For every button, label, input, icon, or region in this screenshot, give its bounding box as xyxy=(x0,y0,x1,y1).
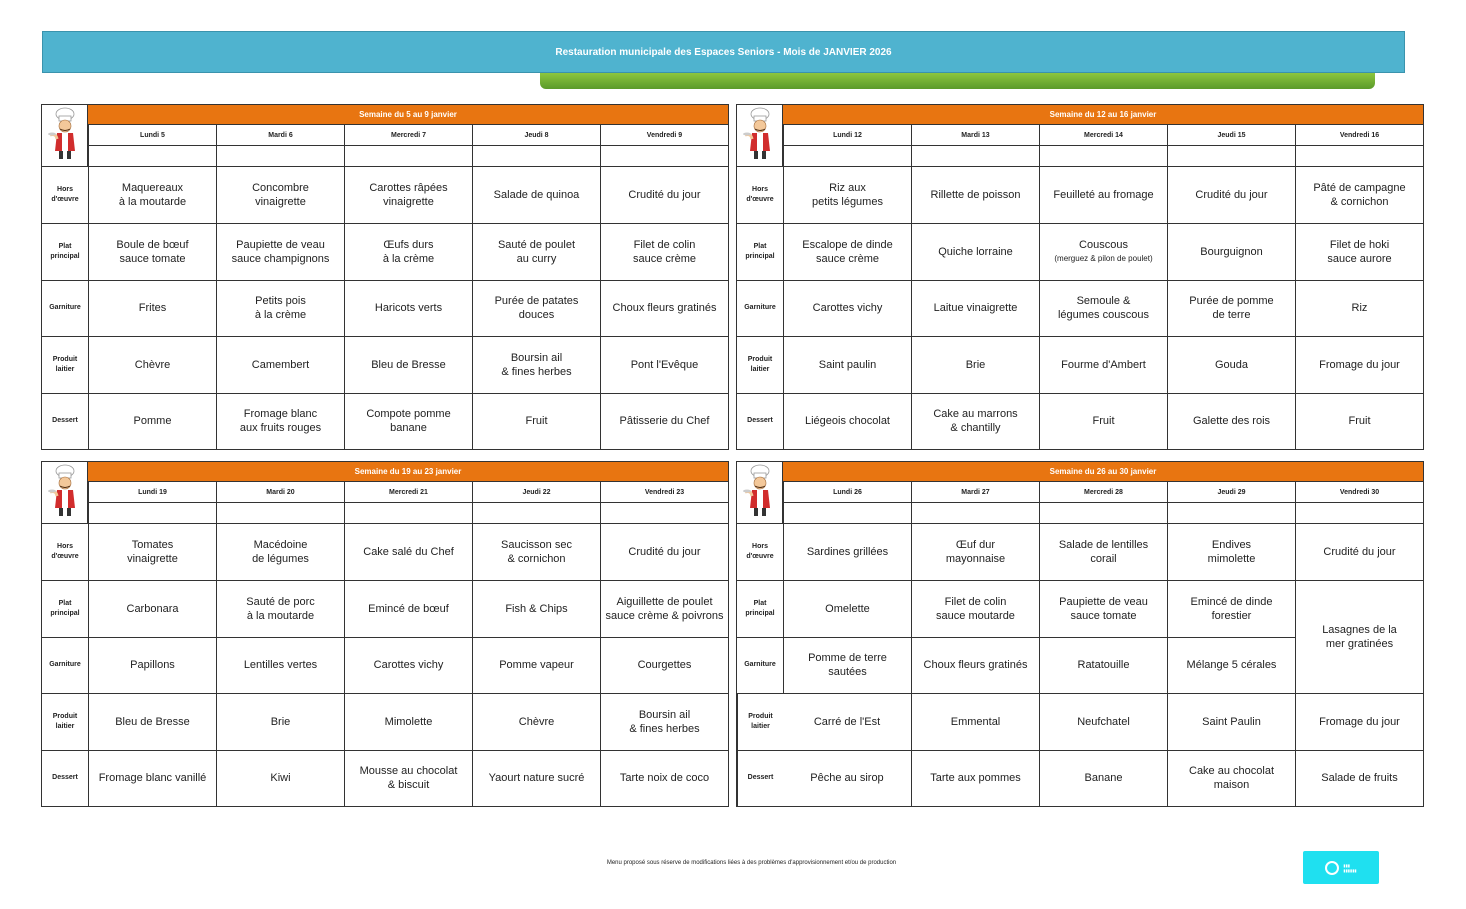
menu-cell: Crudité du jour xyxy=(1295,524,1423,580)
menu-cell: Pont l'Evêque xyxy=(600,336,728,392)
menu-grid xyxy=(42,167,728,449)
course-label: Garniture xyxy=(737,637,783,693)
menu-grid xyxy=(737,524,1423,806)
course-label: Plat principal xyxy=(42,223,88,279)
menu-cell: Riz aux petits légumes xyxy=(783,167,911,223)
menu-cell: Salade de lentilles corail xyxy=(1039,524,1167,580)
menu-cell: Sardines grillées xyxy=(783,524,911,580)
day-header: Mercredi 28 xyxy=(1039,482,1167,502)
course-label: Produit laitier xyxy=(737,336,783,392)
menu-cell: Carottes vichy xyxy=(783,280,911,336)
week-title: Semaine du 26 au 30 janvier xyxy=(783,462,1423,482)
menu-cell xyxy=(1039,223,1167,279)
menu-cell: Semoule & légumes couscous xyxy=(1039,280,1167,336)
day-header: Mercredi 14 xyxy=(1039,125,1167,145)
menu-cell: Lasagnes de la mer gratinées xyxy=(1295,580,1423,693)
course-label: Plat principal xyxy=(42,580,88,636)
menu-cell: Omelette xyxy=(783,580,911,636)
menu-cell: Tarte aux pommes xyxy=(911,750,1039,806)
day-header: Mardi 13 xyxy=(911,125,1039,145)
menu-cell: Liégeois chocolat xyxy=(783,393,911,449)
menu-cell: Sauté de porc à la moutarde xyxy=(216,580,344,636)
course-label: Plat principal xyxy=(737,223,783,279)
menu-cell: Paupiette de veau sauce champignons xyxy=(216,223,344,279)
chef-icon xyxy=(42,462,88,524)
menu-cell: Camembert xyxy=(216,336,344,392)
menu-cell: Chèvre xyxy=(472,693,600,749)
course-label: Dessert xyxy=(42,393,88,449)
menu-cell: Haricots verts xyxy=(344,280,472,336)
day-header: Mercredi 7 xyxy=(344,125,472,145)
blank-cell xyxy=(1295,503,1423,523)
menu-cell: Papillons xyxy=(88,637,216,693)
course-label: Hors d'œuvre xyxy=(746,543,774,561)
menu-grid xyxy=(42,524,728,806)
menu-cell: Boursin ail & fines herbes xyxy=(472,336,600,392)
menu-cell: Fromage blanc vanillé xyxy=(88,750,216,806)
logo-ring-icon xyxy=(1325,861,1339,875)
menu-cell: Pomme xyxy=(88,393,216,449)
blank-cell xyxy=(1167,146,1295,166)
menu-cell: Filet de colin sauce crème xyxy=(600,223,728,279)
course-label: Dessert xyxy=(737,750,783,806)
menu-cell: Lentilles vertes xyxy=(216,637,344,693)
menu-cell: Fromage du jour xyxy=(1295,336,1423,392)
blank-cell xyxy=(1295,146,1423,166)
menu-cell: Petits pois à la crème xyxy=(216,280,344,336)
menu-cell: Rillette de poisson xyxy=(911,167,1039,223)
menu-cell: Laitue vinaigrette xyxy=(911,280,1039,336)
day-header: Mercredi 21 xyxy=(344,482,472,502)
menu-cell: Fourme d'Ambert xyxy=(1039,336,1167,392)
day-header: Vendredi 23 xyxy=(600,482,728,502)
week-menu-table xyxy=(41,104,729,450)
blank-row xyxy=(88,503,728,524)
day-header: Mardi 20 xyxy=(216,482,344,502)
course-label: Dessert xyxy=(42,750,88,806)
menu-cell: Tomates vinaigrette xyxy=(88,524,216,580)
menu-cell: Bleu de Bresse xyxy=(88,693,216,749)
menu-cell: Pâté de campagne & cornichon xyxy=(1295,167,1423,223)
menu-cell: Choux fleurs gratinés xyxy=(911,637,1039,693)
day-header-row xyxy=(783,125,1423,146)
menu-cell: Filet de colin sauce moutarde xyxy=(911,580,1039,636)
menu-cell: Purée de patates douces xyxy=(472,280,600,336)
menu-cell: Purée de pomme de terre xyxy=(1167,280,1295,336)
menu-cell: Endives mimolette xyxy=(1167,524,1295,580)
chef-icon xyxy=(737,462,783,524)
day-header: Vendredi 9 xyxy=(600,125,728,145)
blank-row xyxy=(783,146,1423,167)
menu-cell: Macédoine de légumes xyxy=(216,524,344,580)
menu-cell: Carré de l'Est xyxy=(783,693,911,749)
page-title: Restauration municipale des Espaces Seniors - Mois de JANVIER 2026 xyxy=(555,46,892,58)
blank-row xyxy=(88,146,728,167)
footer-note: Menu proposé sous réserve de modifications liées à des problèmes d'approvisionnement et/ou de production xyxy=(606,860,897,866)
city-logo xyxy=(1303,851,1379,884)
day-header: Lundi 19 xyxy=(88,482,216,502)
menu-cell: Carottes râpées vinaigrette xyxy=(344,167,472,223)
menu-cell: Fish & Chips xyxy=(472,580,600,636)
menu-cell: Fruit xyxy=(1039,393,1167,449)
blank-cell xyxy=(1039,146,1167,166)
week-menu-table xyxy=(41,461,729,807)
menu-cell: Brie xyxy=(216,693,344,749)
blank-cell xyxy=(911,503,1039,523)
menu-cell: Pomme de terre sautées xyxy=(783,637,911,693)
menu-cell: Yaourt nature sucré xyxy=(472,750,600,806)
course-label: Garniture xyxy=(737,280,783,336)
menu-cell: Ratatouille xyxy=(1039,637,1167,693)
menu-cell: Concombre vinaigrette xyxy=(216,167,344,223)
menu-cell: Salade de fruits xyxy=(1295,750,1423,806)
course-label: Hors d'œuvre xyxy=(746,186,774,204)
menu-cell: Riz xyxy=(1295,280,1423,336)
day-header: Vendredi 30 xyxy=(1295,482,1423,502)
logo-mark: ▮▮▮ ▮▮▮▮▮▮ xyxy=(1343,862,1357,873)
blank-cell xyxy=(472,503,600,523)
course-label: Produit laitier xyxy=(42,693,88,749)
menu-cell: Crudité du jour xyxy=(1167,167,1295,223)
menu-cell: Mimolette xyxy=(344,693,472,749)
decorative-green-bar xyxy=(540,73,1375,89)
menu-cell: Saint Paulin xyxy=(1167,693,1295,749)
menu-cell: Filet de hoki sauce aurore xyxy=(1295,223,1423,279)
day-header: Jeudi 29 xyxy=(1167,482,1295,502)
menu-cell: Salade de quinoa xyxy=(472,167,600,223)
week-title: Semaine du 5 au 9 janvier xyxy=(88,105,728,125)
day-header-row xyxy=(88,482,728,503)
menu-cell: Cake salé du Chef xyxy=(344,524,472,580)
blank-cell xyxy=(911,146,1039,166)
menu-cell: Quiche lorraine xyxy=(911,223,1039,279)
menu-cell: Crudité du jour xyxy=(600,524,728,580)
blank-cell xyxy=(344,146,472,166)
menu-cell: Mousse au chocolat & biscuit xyxy=(344,750,472,806)
menu-cell: Galette des rois xyxy=(1167,393,1295,449)
day-header-row xyxy=(783,482,1423,503)
course-label: Produit laitier xyxy=(42,336,88,392)
menu-cell: Œufs durs à la crème xyxy=(344,223,472,279)
menu-cell: Maquereaux à la moutarde xyxy=(88,167,216,223)
day-header: Mardi 6 xyxy=(216,125,344,145)
menu-cell: Œuf dur mayonnaise xyxy=(911,524,1039,580)
week-menu-table xyxy=(736,104,1424,450)
blank-cell xyxy=(344,503,472,523)
menu-cell: Chèvre xyxy=(88,336,216,392)
menu-cell: Crudité du jour xyxy=(600,167,728,223)
day-header: Mardi 27 xyxy=(911,482,1039,502)
blank-cell xyxy=(216,503,344,523)
course-label: Hors d'œuvre xyxy=(51,543,79,561)
menu-cell: Banane xyxy=(1039,750,1167,806)
menu-cell: Neufchatel xyxy=(1039,693,1167,749)
menu-cell: Saucisson sec & cornichon xyxy=(472,524,600,580)
menu-cell: Carbonara xyxy=(88,580,216,636)
menu-cell: Boule de bœuf sauce tomate xyxy=(88,223,216,279)
course-label: Dessert xyxy=(737,393,783,449)
blank-row xyxy=(783,503,1423,524)
menu-cell: Courgettes xyxy=(600,637,728,693)
menu-cell: Tarte noix de coco xyxy=(600,750,728,806)
day-header: Lundi 12 xyxy=(783,125,911,145)
menu-cell: Emincé de bœuf xyxy=(344,580,472,636)
day-header: Lundi 26 xyxy=(783,482,911,502)
menu-cell: Fromage du jour xyxy=(1295,693,1423,749)
day-header-row xyxy=(88,125,728,146)
dish-note: (merguez & pilon de poulet) xyxy=(1054,254,1153,264)
chef-icon xyxy=(737,105,783,167)
menu-cell: Sauté de poulet au curry xyxy=(472,223,600,279)
blank-cell xyxy=(1167,503,1295,523)
blank-cell xyxy=(600,146,728,166)
menu-cell: Brie xyxy=(911,336,1039,392)
menu-cell: Cake au marrons & chantilly xyxy=(911,393,1039,449)
menu-cell: Fruit xyxy=(1295,393,1423,449)
menu-cell: Saint paulin xyxy=(783,336,911,392)
menu-cell: Paupiette de veau sauce tomate xyxy=(1039,580,1167,636)
menu-cell: Boursin ail & fines herbes xyxy=(600,693,728,749)
chef-icon xyxy=(42,105,88,167)
menu-cell: Bleu de Bresse xyxy=(344,336,472,392)
course-label: Hors d'œuvre xyxy=(51,186,79,204)
menu-cell: Frites xyxy=(88,280,216,336)
week-menu-table xyxy=(736,461,1424,807)
menu-grid xyxy=(737,167,1423,449)
menu-cell: Pomme vapeur xyxy=(472,637,600,693)
day-header: Lundi 5 xyxy=(88,125,216,145)
week-title: Semaine du 12 au 16 janvier xyxy=(783,105,1423,125)
blank-cell xyxy=(600,503,728,523)
day-header: Jeudi 8 xyxy=(472,125,600,145)
menu-cell: Feuilleté au fromage xyxy=(1039,167,1167,223)
day-header: Vendredi 16 xyxy=(1295,125,1423,145)
dish-name: Couscous xyxy=(1079,239,1128,252)
menu-cell: Emmental xyxy=(911,693,1039,749)
menu-cell: Carottes vichy xyxy=(344,637,472,693)
blank-cell xyxy=(88,503,216,523)
course-label: Plat principal xyxy=(737,580,783,636)
week-title: Semaine du 19 au 23 janvier xyxy=(88,462,728,482)
menu-cell: Escalope de dinde sauce crème xyxy=(783,223,911,279)
menu-cell: Compote pomme banane xyxy=(344,393,472,449)
blank-cell xyxy=(88,146,216,166)
day-header: Jeudi 22 xyxy=(472,482,600,502)
menu-cell: Cake au chocolat maison xyxy=(1167,750,1295,806)
course-label: Produit laitier xyxy=(737,693,783,749)
menu-cell: Fruit xyxy=(472,393,600,449)
menu-cell: Fromage blanc aux fruits rouges xyxy=(216,393,344,449)
blank-cell xyxy=(783,503,911,523)
blank-cell xyxy=(783,146,911,166)
menu-cell: Gouda xyxy=(1167,336,1295,392)
menu-cell: Aiguillette de poulet sauce crème & poivrons xyxy=(600,580,728,636)
course-label: Garniture xyxy=(42,280,88,336)
course-label: Garniture xyxy=(42,637,88,693)
menu-cell: Mélange 5 cérales xyxy=(1167,637,1295,693)
menu-cell: Bourguignon xyxy=(1167,223,1295,279)
blank-cell xyxy=(1039,503,1167,523)
blank-cell xyxy=(472,146,600,166)
menu-cell: Pâtisserie du Chef xyxy=(600,393,728,449)
blank-cell xyxy=(216,146,344,166)
menu-cell: Pêche au sirop xyxy=(783,750,911,806)
day-header: Jeudi 15 xyxy=(1167,125,1295,145)
menu-cell: Choux fleurs gratinés xyxy=(600,280,728,336)
page-title-banner xyxy=(42,31,1405,73)
menu-cell: Kiwi xyxy=(216,750,344,806)
menu-cell: Emincé de dinde forestier xyxy=(1167,580,1295,636)
